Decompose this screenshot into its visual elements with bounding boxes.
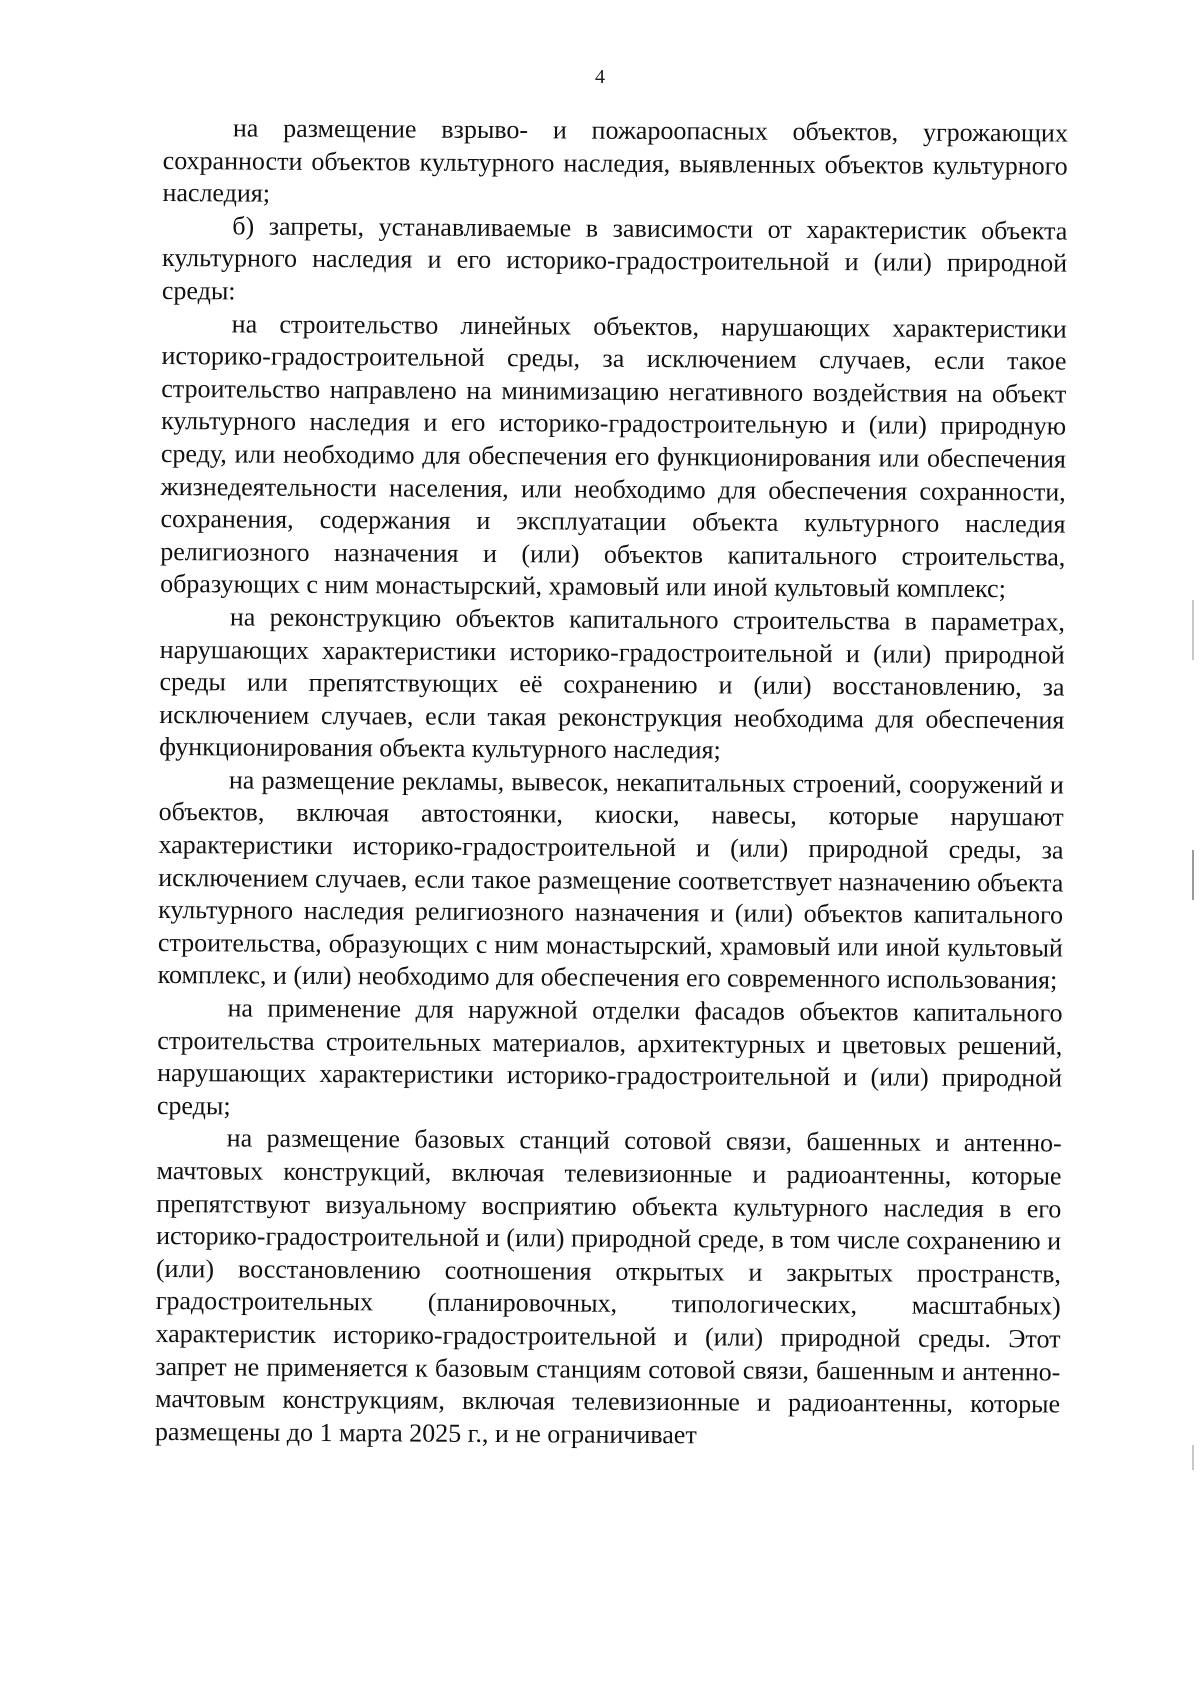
paragraph-advertising: на размещение рекламы, вывесок, некапитальных строений, сооружений и объектов, включая автостоянки, киоски, навесы, которые нарушают характеристики историко-градостроительной и (или) природной среды, за исключением случаев, если такое размещение соответствует назначению объекта культурного наследия религиозного назначения и (или) объектов капитального строительства, образующих с ним монастырский, храмовый или иной культовый комплекс, и (или) необходимо для обеспечения его современного использования; — [157, 765, 1064, 995]
paragraph-explosive-objects: на размещение взрыво- и пожароопасных объектов, угрожающих сохранности объектов культурного наследия, выявленных объектов культурного наследия; — [162, 113, 1068, 208]
scan-edge-mark — [1192, 850, 1194, 900]
paragraph-reconstruction: на реконструкцию объектов капитального строительства в параметрах, нарушающих характеристики историко-градостроительной и (или) природной среды или препятствующих её сохранению и (или) восстановлению, за исключением случаев, если такая реконструкция необходима для обеспечения функционирования объекта культурного наследия; — [159, 602, 1065, 765]
scan-edge-mark — [1192, 1445, 1194, 1470]
paragraph-prohibitions-b: б) запреты, устанавливаемые в зависимости от характеристик объекта культурного наследия и его историко-градостроительной и (или) природной среды: — [161, 211, 1068, 306]
document-body — [155, 112, 1068, 1454]
page-number: 4 — [595, 66, 605, 88]
paragraph-base-stations: на размещение базовых станций сотовой связи, башенных и антенно-мачтовых конструкций, включая телевизионные и радиоантенны, которые препятствуют визуальному восприятию объекта культурного наследия в его историко-градостроительной и (или) природной среде, в том числе сохранению и (или) восстановлению соотношения открытых и закрытых пространств, градостроительных (планировочных, типологических, масштабных) характеристик историко-градостроительной и (или) природной среды. Этот запрет не применяется к базовым станциям сотовой связи, башенным и антенно-мачтовым конструкциям, включая телевизионные и радиоантенны, которые размещены до 1 марта 2025 г., и не ограничивает — [154, 1123, 1062, 1450]
scan-edge-mark — [1192, 600, 1194, 660]
paragraph-linear-objects: на строительство линейных объектов, нарушающих характеристики историко-градостроительной среды, за исключением случаев, если такое строительство направлено на минимизацию негативного воздействия на объект культурного наследия и его историко-градостроительную и (или) природную среду, или необходимо для обеспечения его функционирования или обеспечения жизнедеятельности населения, или необходимо для обеспечения сохранности, сохранения, содержания и эксплуатации объекта культурного наследия религиозного назначения и (или) объектов капитального строительства, образующих с ним монастырский, храмовый или иной культовый комплекс; — [160, 308, 1067, 604]
paragraph-facade-finishing: на применение для наружной отделки фасадов объектов капитального строительства строительных материалов, архитектурных и цветовых решений, нарушающих характеристики историко-градостроительной и (или) природной среды; — [156, 993, 1063, 1121]
